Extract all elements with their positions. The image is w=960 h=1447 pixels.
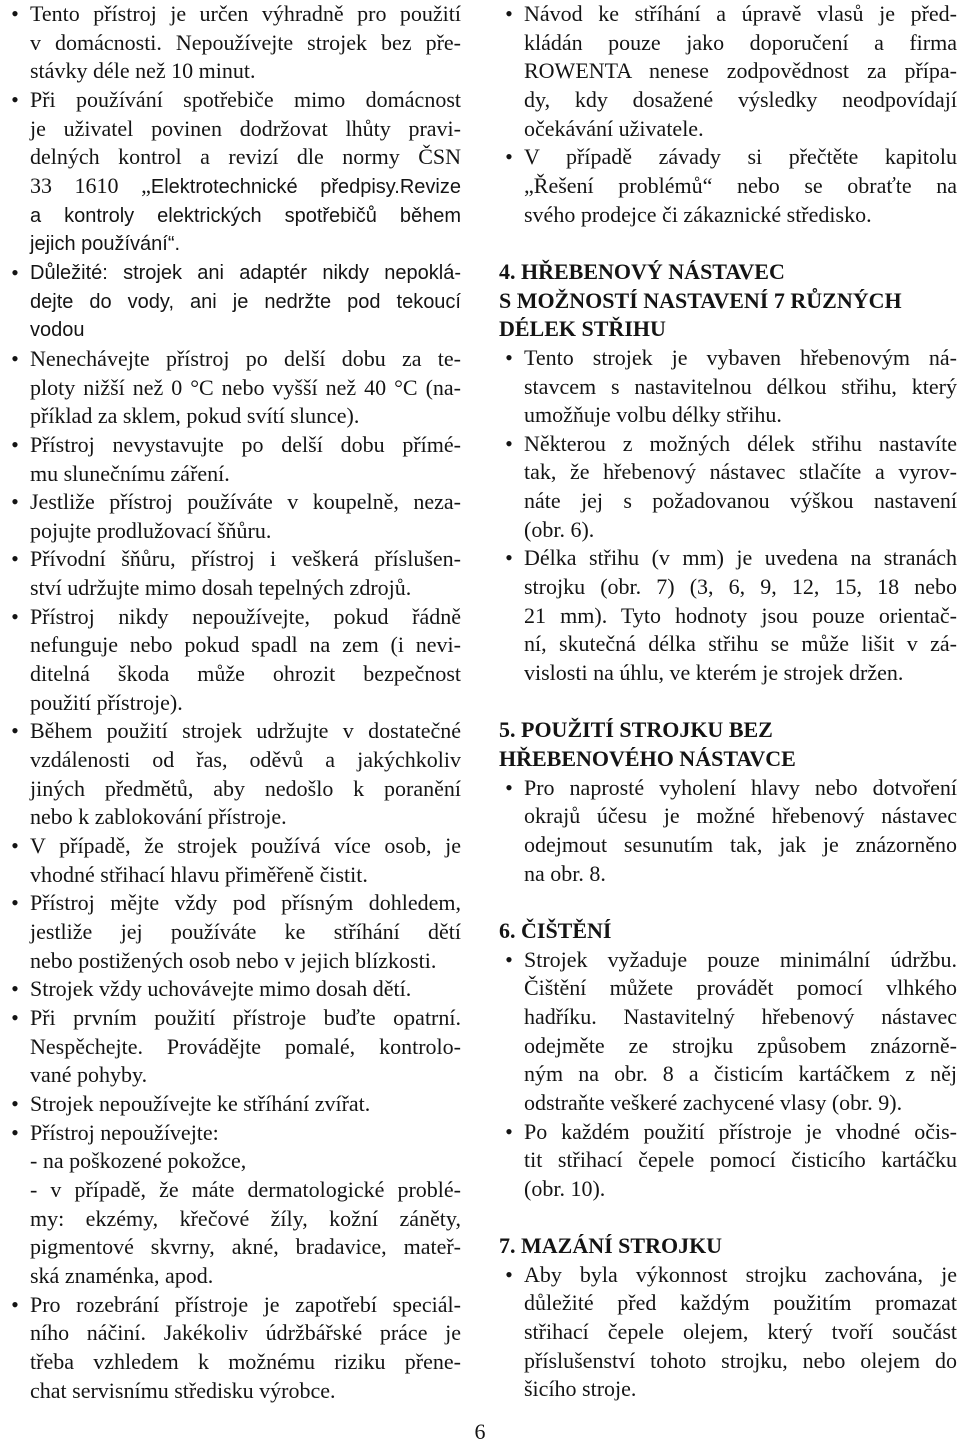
bullet-item	[5, 86, 461, 259]
bullet-marker: •	[11, 1291, 19, 1317]
text-line: stávky déle než 10 minut.	[30, 58, 256, 84]
text-line: jestliže jej používáte ke stříhání dětí	[30, 919, 461, 944]
text-line: (obr. 6).	[524, 516, 595, 542]
text-line: tak, že hřebenový nástavec stlačíte a vyrov-	[524, 459, 957, 485]
bullet-item	[5, 1119, 461, 1291]
bullet-item	[5, 259, 461, 345]
bullet-marker: •	[11, 546, 19, 572]
text-line: náte jej s požadovanou výškou nastavení	[524, 488, 957, 514]
bullet-marker: •	[505, 144, 513, 170]
bullet-item	[499, 0, 957, 143]
heading-line: 5. POUŽITÍ STROJKU BEZ	[499, 717, 773, 743]
text-line: odstraňte veškeré zachycené vlasy (obr. 9).	[524, 1089, 903, 1115]
bullet-marker: •	[11, 489, 19, 515]
text-line: Důležité: strojek ani adaptér nikdy nepoklá-	[30, 261, 461, 284]
bullet-marker: •	[11, 259, 19, 285]
bullet-item	[499, 430, 957, 545]
text-line: Nespěchejte. Provádějte pomalé, kontrolo-	[30, 1033, 461, 1059]
text-line: Návod ke stříhání a úpravě vlasů je před-	[524, 1, 957, 26]
text-line: Během použití strojek udržujte v dostatečné	[30, 718, 461, 744]
bullet-marker: •	[11, 976, 19, 1002]
bullet-marker: •	[505, 946, 513, 972]
section-heading	[499, 716, 957, 773]
text-line: kládán pouze jako doporučení a firma	[524, 29, 957, 55]
text-line	[30, 172, 461, 202]
text-line: V případě, že strojek používá více osob, je	[30, 833, 461, 859]
heading-line: HŘEBENOVÉHO NÁSTAVCE	[499, 746, 796, 772]
bullet-marker: •	[11, 833, 19, 859]
bullet-item	[499, 143, 957, 229]
bullet-item	[499, 1118, 957, 1204]
bullet-item	[5, 603, 461, 718]
heading-line: 4. HŘEBENOVÝ NÁSTAVEC	[499, 258, 785, 284]
text-line: Nenechávejte přístroj po delší dobu za te-	[30, 345, 461, 371]
text-line: chat servisnímu středisku výrobce.	[30, 1377, 336, 1403]
bullet-item	[5, 545, 461, 602]
right-column	[499, 0, 957, 1404]
text-line: delných kontrol a revizí dle normy ČSN	[30, 144, 461, 170]
text-line: Přívodní šňůru, přístroj i veškerá příslušen-	[30, 546, 461, 572]
text-line: „Řešení problémů“ nebo se obraťte na	[524, 172, 957, 198]
text-line: - na poškozené pokožce,	[30, 1148, 247, 1174]
text-line: (obr. 10).	[524, 1175, 606, 1201]
bullet-item	[5, 1291, 461, 1406]
bullet-marker: •	[505, 774, 513, 800]
text-line: odejměte ze strojku způsobem znázorně-	[524, 1032, 957, 1058]
text-line: Tento strojek je vybaven hřebenovým ná-	[524, 344, 957, 370]
text-line: Přístroj nepoužívejte:	[30, 1119, 219, 1145]
bullet-item	[5, 889, 461, 975]
text-line: odejmout sesunutím tak, jak je znázorněno	[524, 832, 957, 857]
bullet-item	[499, 1261, 957, 1404]
text-line: Čištění můžete provádět pomocí vlhkého	[524, 975, 957, 1001]
text-line: nebo k zablokování přístroje.	[30, 804, 287, 830]
bullet-marker: •	[505, 545, 513, 571]
bullet-item	[499, 946, 957, 1118]
bullet-marker: •	[11, 1, 19, 26]
text-line: ným na obr. 8 a čisticím kartáčkem z něj	[524, 1061, 957, 1087]
bullet-item	[499, 774, 957, 889]
bullet-item	[5, 1090, 461, 1119]
text-line: Přístroj mějte vždy pod přísným dohledem,	[30, 890, 461, 916]
bullet-item	[5, 345, 461, 431]
text-line: Tento přístroj je určen výhradně pro použití	[30, 1, 461, 26]
text-line: Strojek vyžaduje pouze minimální údržbu.	[524, 946, 957, 972]
bullet-item	[499, 544, 957, 687]
bullet-marker: •	[11, 890, 19, 916]
heading-line: DÉLEK STŘIHU	[499, 316, 666, 342]
text-line: vzdálenosti od řas, oděvů a jakýchkoliv	[30, 747, 461, 773]
text-segment: Elektrotechnické předpisy.Revize	[150, 175, 461, 198]
bullet-item	[5, 832, 461, 889]
text-line: střihací čepele olejem, který tvoří součást	[524, 1319, 957, 1345]
section-heading	[499, 1232, 957, 1261]
text-line: vhodné střihací hlavu přiměřeně čistit.	[30, 861, 368, 887]
bullet-marker: •	[11, 603, 19, 629]
bullet-item	[5, 431, 461, 488]
bullet-marker: •	[11, 345, 19, 371]
text-line: ská znaménka, apod.	[30, 1262, 214, 1288]
text-line: Délka střihu (v mm) je uvedena na stranách	[524, 545, 957, 571]
text-line: strojku (obr. 7) (3, 6, 9, 12, 15, 18 nebo	[524, 574, 957, 600]
text-line: v domácnosti. Nepoužívejte strojek bez pře-	[30, 29, 461, 55]
section-heading	[499, 917, 957, 946]
text-line: ství udržujte mimo dosah tepelných zdrojů.	[30, 575, 412, 601]
text-line: jejich používání“.	[30, 233, 181, 256]
text-line: třeba vzhledem k možnému riziku přene-	[30, 1348, 461, 1374]
text-line: nefunguje nebo pokud spadl na zem (i nevi-	[30, 632, 461, 658]
text-line: pigmentové skvrny, akné, bradavice, mateř-	[30, 1234, 461, 1260]
page-number: 6	[474, 1419, 486, 1444]
text-segment: 33 1610 „	[30, 172, 151, 198]
bullet-item	[5, 975, 461, 1004]
bullet-item	[5, 488, 461, 545]
text-line: mu slunečnímu záření.	[30, 460, 230, 486]
text-line: ploty nižší než 0 °C nebo vyšší než 40 °C (na-	[30, 374, 461, 400]
text-line: na obr. 8.	[524, 860, 606, 886]
bullet-item	[499, 344, 957, 430]
text-line: a kontroly elektrických spotřebičů během	[30, 204, 461, 227]
bullet-marker: •	[11, 1004, 19, 1030]
text-line: umožňuje volbu délky střihu.	[524, 402, 782, 428]
bullet-marker: •	[11, 1090, 19, 1116]
text-line: dy, kdy dosažené výsledky neodpovídají	[524, 86, 957, 112]
text-line: Přístroj nikdy nepoužívejte, pokud řádně	[30, 603, 461, 629]
text-line: ního náčiní. Jakékoliv údržbářské práce je	[30, 1320, 461, 1346]
bullet-marker: •	[505, 344, 513, 370]
text-line: Jestliže přístroj používáte v koupelně, neza-	[30, 489, 461, 515]
text-line: vané pohyby.	[30, 1062, 148, 1088]
text-line: důležité před každým použitím promazat	[524, 1290, 957, 1316]
text-line: - v případě, že máte dermatologické problé-	[30, 1176, 461, 1202]
bullet-item	[5, 717, 461, 832]
text-line: tit střihací čepele pomocí čisticího kartáčku	[524, 1147, 957, 1173]
text-line: ditelná škoda může ohrozit bezpečnost	[30, 661, 461, 687]
bullet-marker: •	[505, 1118, 513, 1144]
text-line: Při používání spotřebiče mimo domácnost	[30, 86, 461, 112]
text-line: použití přístroje).	[30, 689, 183, 715]
text-line: Pro rozebrání přístroje je zapotřebí speciál-	[30, 1291, 461, 1317]
text-line: Při prvním použití přístroje buďte opatrní.	[30, 1004, 461, 1030]
text-line: V případě závady si přečtěte kapitolu	[524, 144, 957, 170]
text-line: ROWENTA nenese zodpovědnost za přípa-	[524, 58, 957, 84]
heading-line: 7. MAZÁNÍ STROJKU	[499, 1233, 723, 1259]
text-line: Aby byla výkonnost strojku zachována, je	[524, 1261, 957, 1287]
text-line: Strojek nepoužívejte ke stříhání zvířat.	[30, 1090, 371, 1116]
heading-line: S MOŽNOSTÍ NASTAVENÍ 7 RŮZNÝCH	[499, 287, 902, 313]
text-line: příslušenství tohoto strojku, nebo olejem do	[524, 1347, 957, 1373]
heading-line: 6. ČIŠTĚNÍ	[499, 917, 612, 943]
text-line: Strojek vždy uchovávejte mimo dosah dětí.	[30, 976, 412, 1002]
text-line: pojujte prodlužovací šňůru.	[30, 517, 272, 543]
bullet-marker: •	[11, 1119, 19, 1145]
text-line: dejte do vody, ani je nedržte pod tekoucí	[30, 290, 461, 313]
text-line: svého prodejce či zákaznické středisko.	[524, 201, 872, 227]
section-heading	[499, 258, 957, 344]
bullet-marker: •	[505, 1, 513, 26]
text-line: nebo postižených osob nebo v jejich blízkosti.	[30, 947, 437, 973]
text-line: Po každém použití přístroje je vhodné očis-	[524, 1118, 957, 1144]
bullet-marker: •	[11, 86, 19, 112]
text-line: okrajů účesu je možné hřebenový nástavec	[524, 803, 957, 829]
text-line: jiných předmětů, aby nedošlo k poranění	[30, 775, 461, 801]
text-line: vodou	[30, 319, 85, 342]
bullet-marker: •	[11, 431, 19, 457]
text-line: stavcem s nastavitelnou délkou střihu, který	[524, 373, 957, 399]
bullet-marker: •	[505, 430, 513, 456]
text-line: Některou z možných délek střihu nastavíte	[524, 430, 957, 456]
bullet-marker: •	[505, 1261, 513, 1287]
bullet-marker: •	[11, 718, 19, 744]
text-line: Přístroj nevystavujte po delší dobu přímé-	[30, 431, 461, 457]
text-line: očekávání uživatele.	[524, 115, 704, 141]
bullet-item	[5, 0, 461, 86]
text-line: vislosti na úhlu, ve kterém je strojek držen.	[524, 660, 904, 686]
text-line: my: ekzémy, křečové žíly, kožní záněty,	[30, 1205, 461, 1231]
text-line: ní, skutečná délka střihu se může lišit v zá-	[524, 631, 957, 657]
text-line: je uživatel povinen dodržovat lhůty pravi-	[30, 115, 461, 141]
text-line: 21 mm). Tyto hodnoty jsou pouze orientač-	[524, 602, 957, 628]
bullet-item	[5, 1004, 461, 1090]
left-column	[5, 0, 461, 1405]
text-line: Pro naprosté vyholení hlavy nebo dotvoření	[524, 774, 957, 800]
text-line: hadříku. Nastavitelný hřebenový nástavec	[524, 1003, 957, 1029]
text-line: šicího stroje.	[524, 1376, 637, 1402]
text-line: příklad za sklem, pokud svítí slunce).	[30, 403, 360, 429]
